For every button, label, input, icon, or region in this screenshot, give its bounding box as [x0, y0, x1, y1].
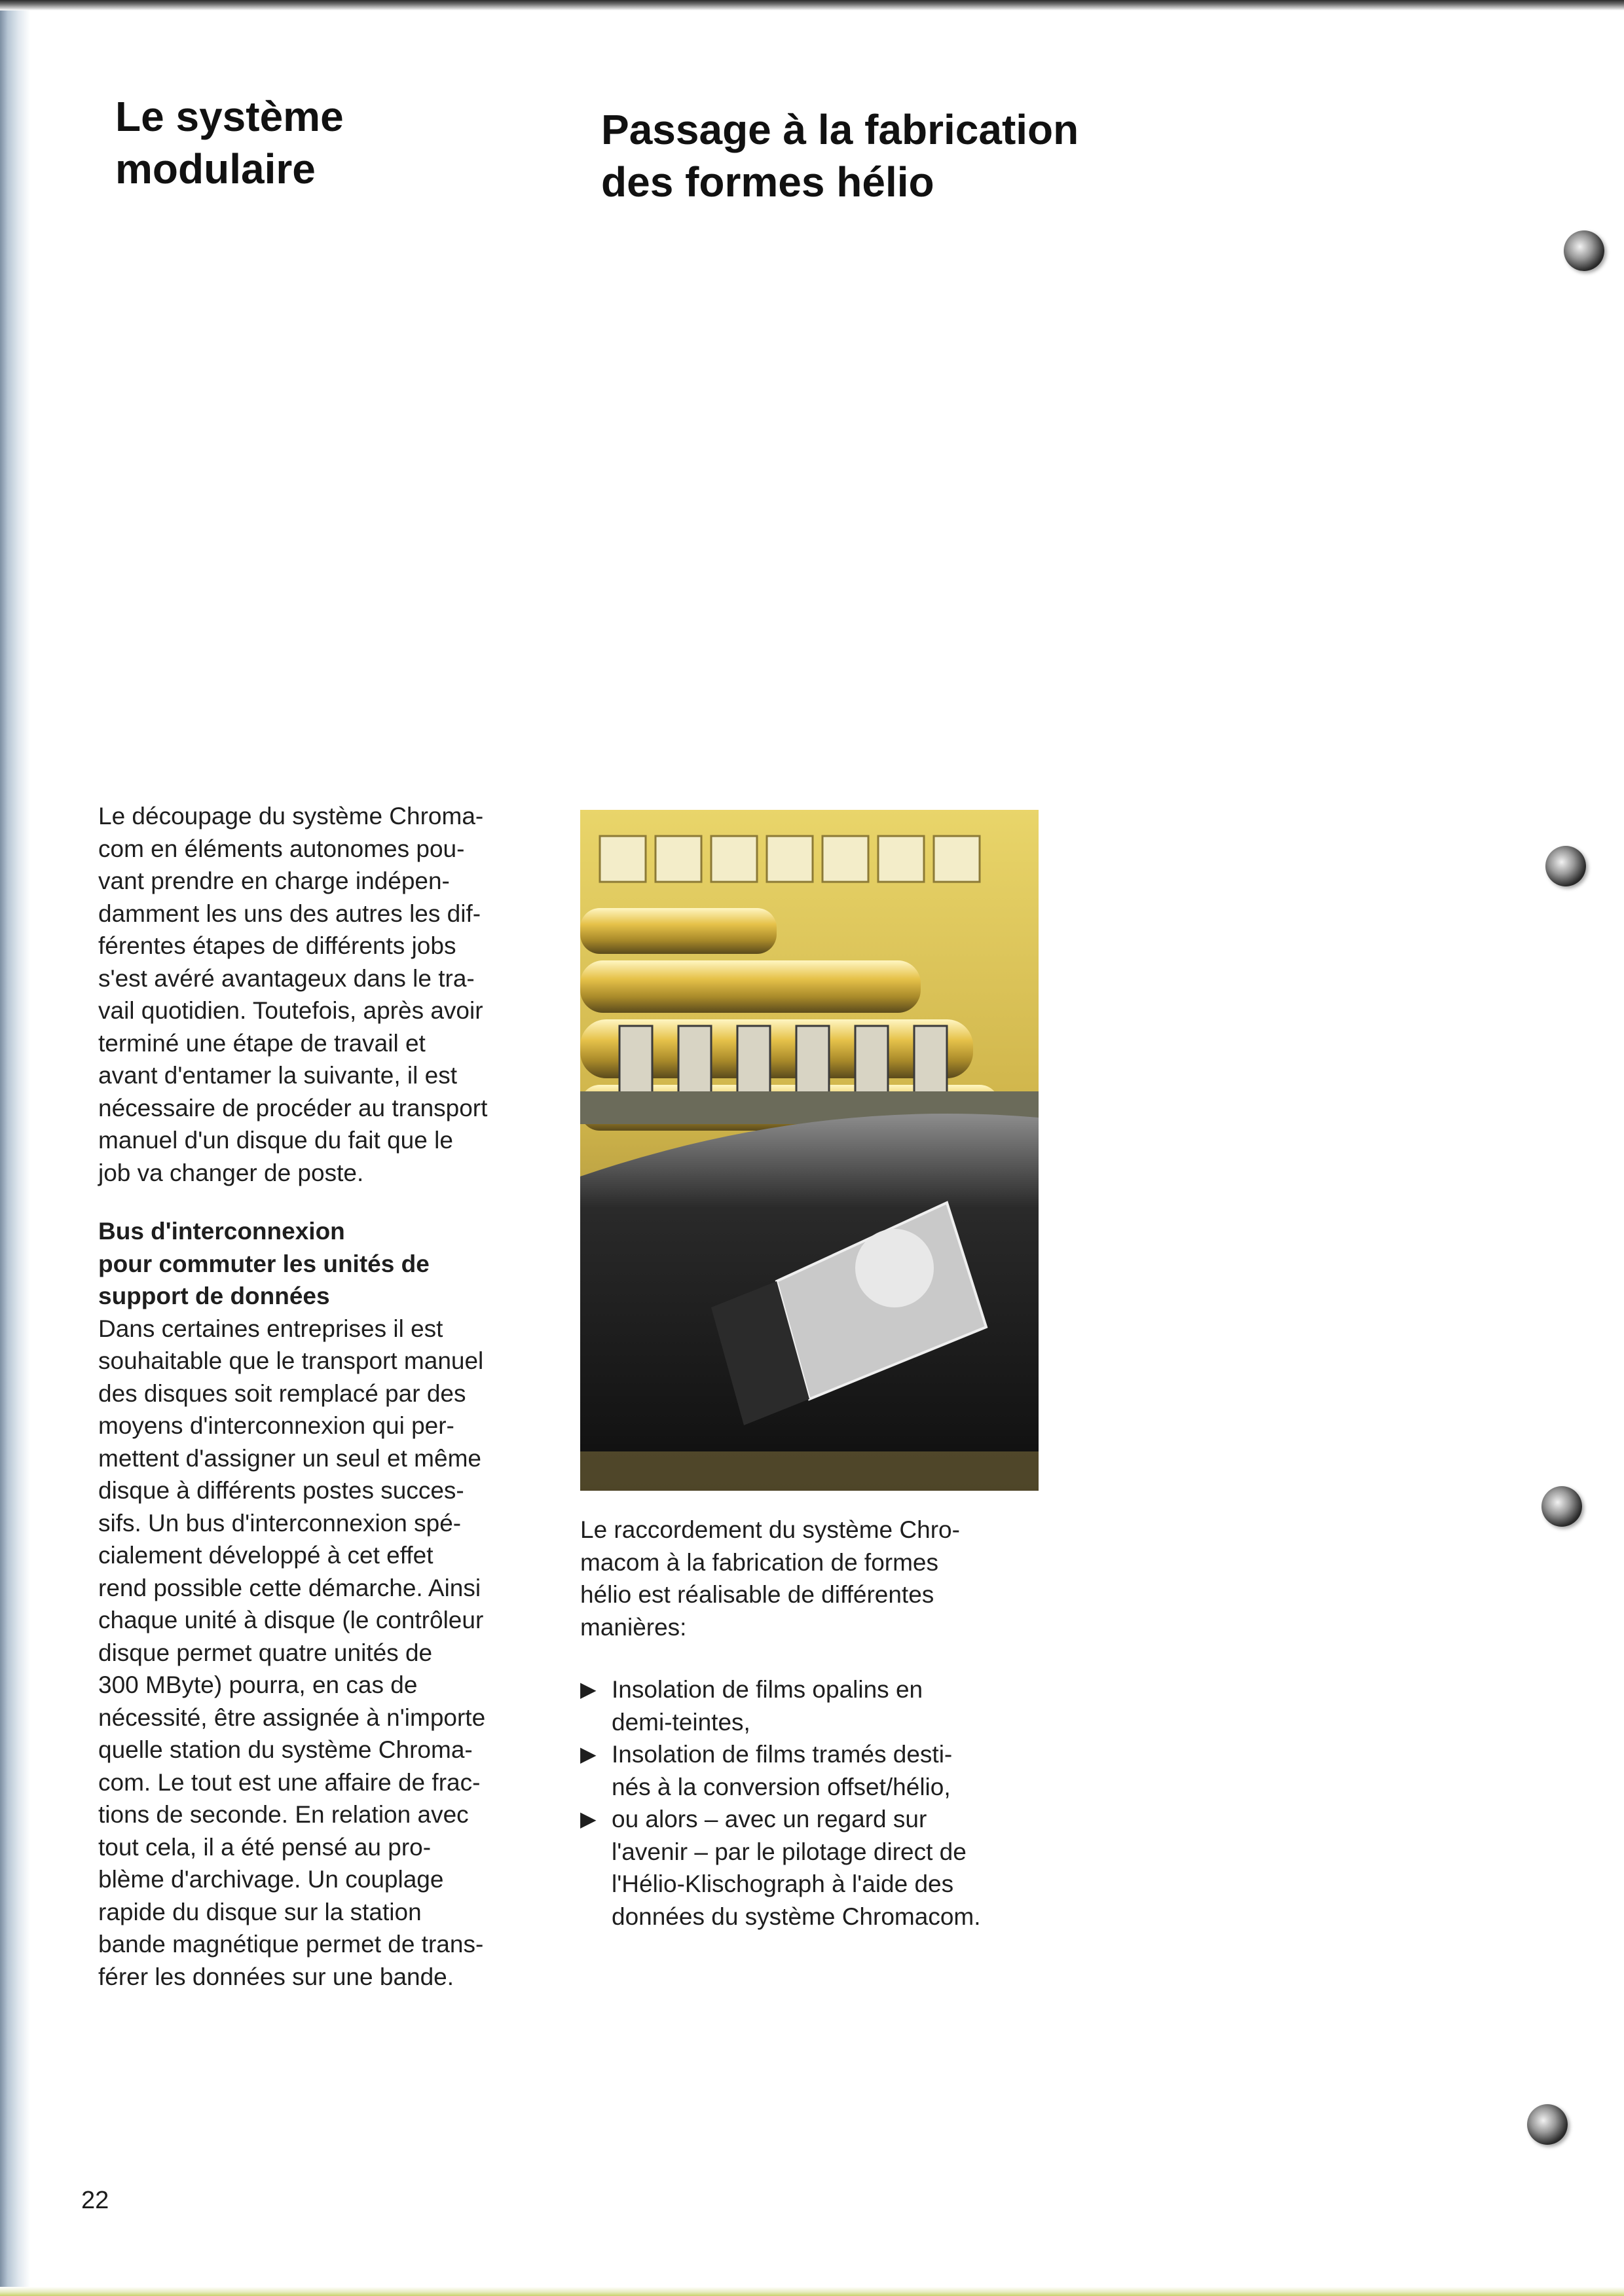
right-heading [601, 103, 1079, 208]
text-line: damment les uns des autres les dif- [98, 900, 481, 927]
text-line: vant prendre en charge indépen- [98, 867, 450, 894]
interconnect-subheading [98, 1215, 570, 1313]
text-line: Insolation de films tramés desti- [612, 1741, 953, 1768]
left-heading [115, 90, 344, 195]
punch-hole-1 [1564, 230, 1604, 271]
text-line: manuel d'un disque du fait que le [98, 1127, 453, 1154]
text-line: disque à différents postes succes- [98, 1477, 464, 1504]
photo-illustration [580, 810, 1039, 1491]
list-item [580, 1738, 1052, 1803]
text-line: données du système Chromacom. [612, 1903, 981, 1930]
photo-floor [580, 1451, 1039, 1491]
text-line: nécessité, être assignée à n'importe [98, 1704, 486, 1731]
right-intro-paragraph [580, 1514, 1052, 1643]
page-bottom-edge [0, 2287, 1624, 2296]
text-line: macom à la fabrication de formes [580, 1548, 939, 1576]
text-line: disque permet quatre unités de [98, 1639, 433, 1666]
right-heading-line-2: des formes hélio [601, 158, 934, 206]
text-line: rend possible cette démarche. Ainsi [98, 1574, 481, 1601]
list-item [580, 1803, 1052, 1933]
punch-hole-3 [1541, 1486, 1582, 1527]
bullet-arrow-icon: ▶ [580, 1677, 597, 1701]
text-line: nécessaire de procéder au transport [98, 1094, 488, 1121]
text-line: rapide du disque sur la station [98, 1898, 422, 1925]
text-line: moyens d'interconnexion qui per- [98, 1412, 454, 1439]
photo-portrait-face [855, 1229, 934, 1307]
text-line: avant d'entamer la suivante, il est [98, 1062, 457, 1089]
punch-hole-4 [1527, 2104, 1568, 2145]
text-line: Le raccordement du système Chro- [580, 1516, 960, 1543]
text-line: manières: [580, 1613, 687, 1641]
text-line: quelle station du système Chroma- [98, 1736, 473, 1763]
text-line: cialement développé à cet effet [98, 1542, 434, 1569]
left-intro-paragraph [98, 800, 570, 1189]
text-line: souhaitable que le transport manuel [98, 1347, 484, 1374]
page-binding-edge [0, 0, 30, 2296]
text-line: tout cela, il a été pensé au pro- [98, 1833, 432, 1861]
text-line: bande magnétique permet de trans- [98, 1931, 484, 1958]
text-line: blème d'archivage. Un couplage [98, 1866, 444, 1893]
gravure-cylinder-photo [580, 810, 1039, 1491]
text-line: mettent d'assigner un seul et même [98, 1444, 481, 1472]
punch-hole-2 [1545, 846, 1586, 886]
list-item [580, 1673, 1052, 1738]
text-line: s'est avéré avantageux dans le tra- [98, 964, 475, 992]
text-line: Insolation de films opalins en [612, 1676, 923, 1703]
text-line: ou alors – avec un regard sur [612, 1806, 927, 1832]
left-heading-line-2: modulaire [115, 145, 316, 192]
text-line: des disques soit remplacé par des [98, 1379, 466, 1407]
method-list [580, 1673, 1052, 1933]
text-line: l'avenir – par le pilotage direct de [612, 1838, 967, 1865]
photo-windows [600, 836, 980, 882]
left-heading-line-1: Le système [115, 93, 344, 140]
page-number: 22 [81, 2187, 109, 2214]
text-line: chaque unité à disque (le contrôleur [98, 1607, 484, 1633]
text-line: vail quotidien. Toutefois, après avoir [98, 997, 483, 1024]
text-line: com. Le tout est une affaire de frac- [98, 1768, 481, 1796]
text-line: sifs. Un bus d'interconnexion spé- [98, 1509, 462, 1537]
bullet-arrow-icon: ▶ [580, 1742, 597, 1766]
subheading-line: support de données [98, 1283, 330, 1309]
text-line: férentes étapes de différents jobs [98, 932, 456, 959]
subheading-line: Bus d'interconnexion [98, 1218, 345, 1245]
text-line: hélio est réalisable de différentes [580, 1581, 934, 1608]
text-line: l'Hélio-Klischograph à l'aide des [612, 1870, 954, 1897]
text-line: 300 MByte) pourra, en cas de [98, 1671, 418, 1698]
right-column-text [580, 1514, 1052, 1933]
left-column-text [98, 800, 570, 1993]
text-line: com en éléments autonomes pou- [98, 835, 465, 862]
bullet-arrow-icon: ▶ [580, 1807, 597, 1831]
text-line: nés à la conversion offset/hélio, [612, 1773, 951, 1800]
subheading-line: pour commuter les unités de [98, 1250, 430, 1277]
text-line: job va changer de poste. [98, 1159, 364, 1186]
text-line: férer les données sur une bande. [98, 1963, 454, 1990]
text-line: Dans certaines entreprises il est [98, 1315, 443, 1342]
right-heading-line-1: Passage à la fabrication [601, 106, 1079, 153]
text-line: tions de seconde. En relation avec [98, 1801, 469, 1828]
interconnect-paragraph [98, 1313, 570, 1994]
page-top-edge [0, 0, 1624, 10]
text-line: demi-teintes, [612, 1708, 750, 1736]
text-line: terminé une étape de travail et [98, 1029, 426, 1057]
text-line: Le découpage du système Chroma- [98, 803, 484, 829]
